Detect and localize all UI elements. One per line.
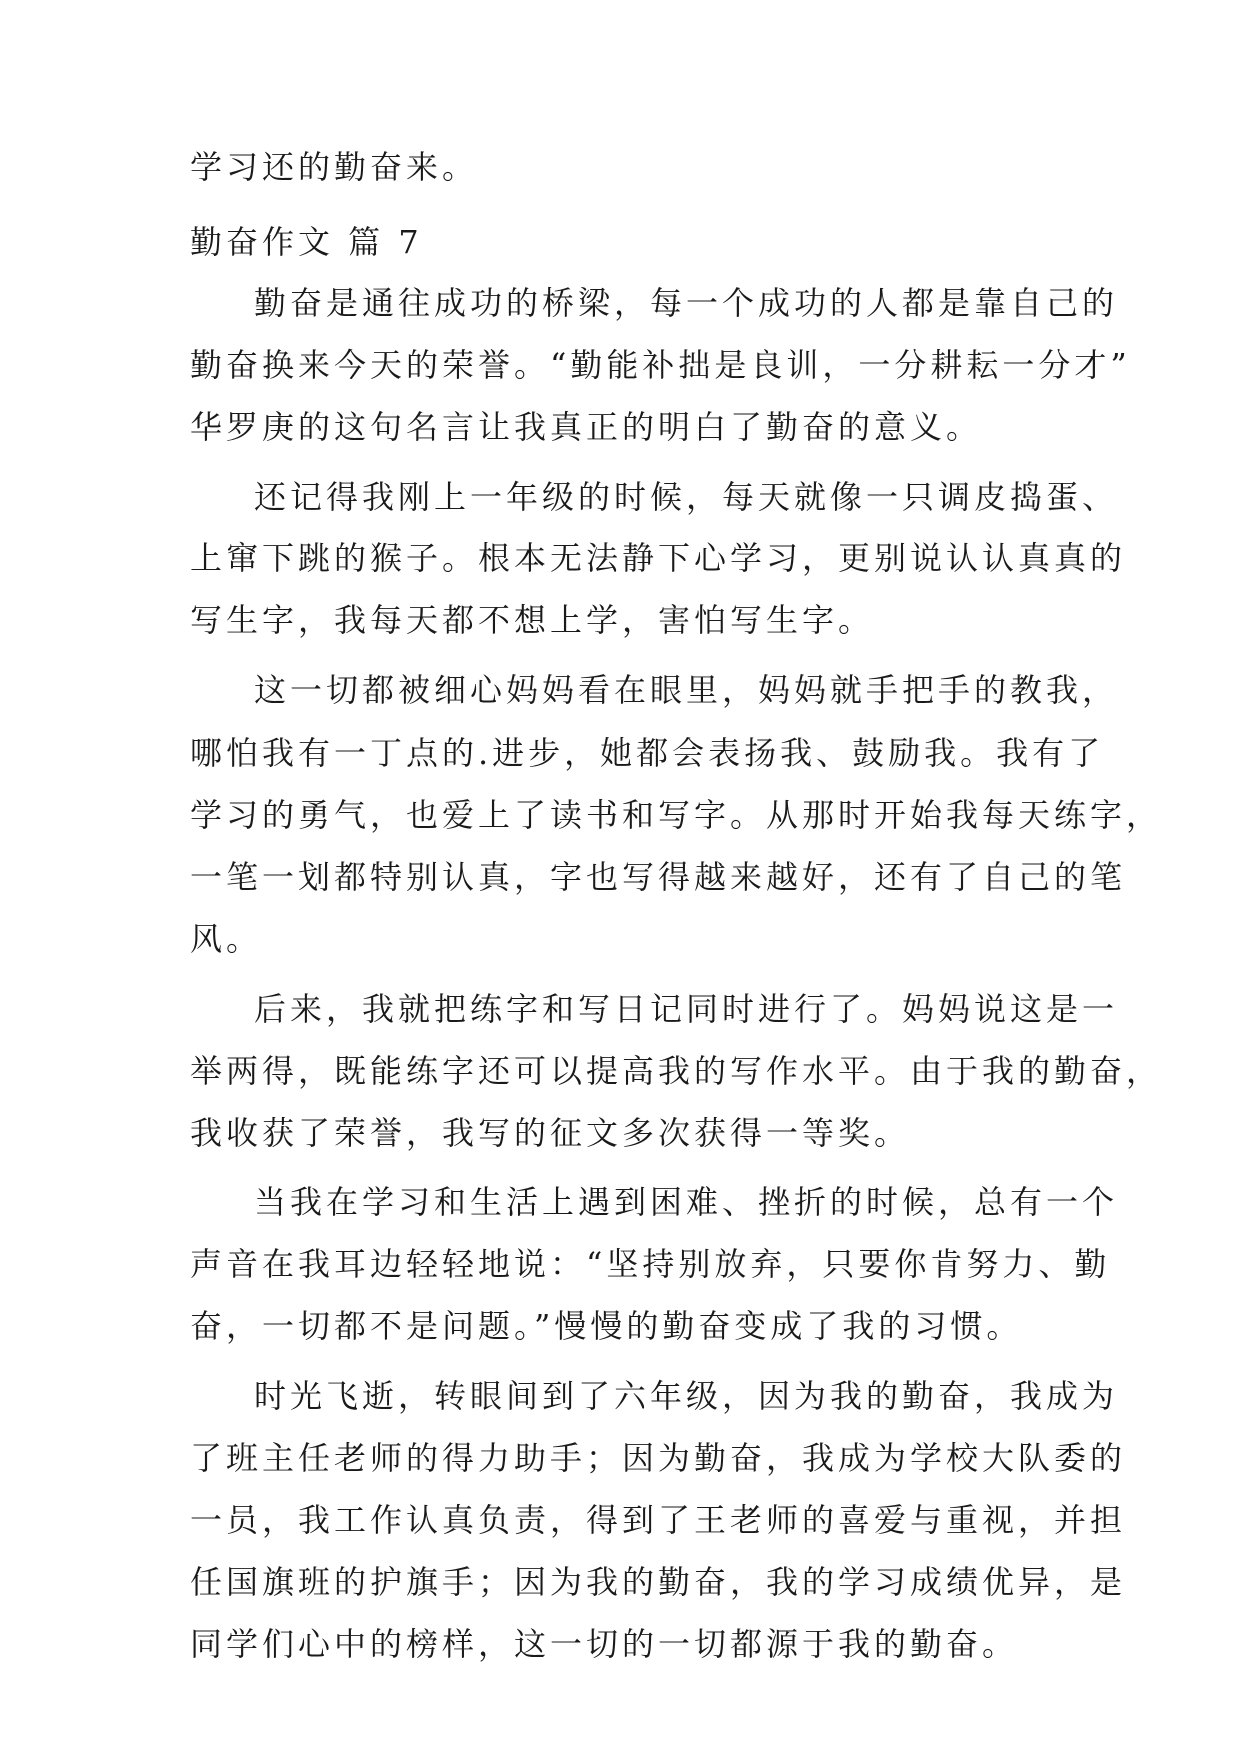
paragraph-6-line-2: 了班主任老师的得力助手；因为勤奋，我成为学校大队委的 [190,1439,1127,1477]
paragraph-4-line-1: 后来，我就把练字和写日记同时进行了。妈妈说这是一 [254,990,1119,1028]
opening-line: 学习还的勤奋来。 [190,148,479,186]
essay-heading: 勤奋作文 篇 7 [190,223,423,261]
paragraph-6-line-4: 任国旗班的护旗手；因为我的勤奋，我的学习成绩优异，是 [190,1563,1127,1601]
paragraph-1-line-2: 勤奋换来今天的荣誉。“勤能补拙是良训，一分耕耘一分才” [190,346,1131,384]
paragraph-6-line-3: 一员，我工作认真负责，得到了王老师的喜爱与重视，并担 [190,1501,1127,1539]
paragraph-6-line-1: 时光飞逝，转眼间到了六年级，因为我的勤奋，我成为 [254,1377,1119,1415]
paragraph-3-line-4: 一笔一划都特别认真，字也写得越来越好，还有了自己的笔 [190,858,1127,896]
paragraph-5-line-2: 声音在我耳边轻轻地说：“坚持别放弃，只要你肯努力、勤 [190,1245,1111,1283]
paragraph-2-line-2: 上窜下跳的猴子。根本无法静下心学习，更别说认认真真的 [190,539,1127,577]
paragraph-3-line-3: 学习的勇气，也爱上了读书和写字。从那时开始我每天练字， [190,796,1163,834]
paragraph-1-line-1: 勤奋是通往成功的桥梁，每一个成功的人都是靠自己的 [254,284,1119,322]
paragraph-5-line-1: 当我在学习和生活上遇到困难、挫折的时候，总有一个 [254,1183,1119,1221]
paragraph-3-line-5: 风。 [190,920,263,958]
paragraph-1-line-3: 华罗庚的这句名言让我真正的明白了勤奋的意义。 [190,408,983,446]
paragraph-4-line-2: 举两得，既能练字还可以提高我的写作水平。由于我的勤奋， [190,1052,1163,1090]
paragraph-5-line-3: 奋，一切都不是问题。”慢慢的勤奋变成了我的习惯。 [190,1307,1023,1345]
paragraph-4-line-3: 我收获了荣誉，我写的征文多次获得一等奖。 [190,1114,911,1152]
paragraph-3-line-1: 这一切都被细心妈妈看在眼里，妈妈就手把手的教我， [254,671,1119,709]
paragraph-2-line-1: 还记得我刚上一年级的时候，每天就像一只调皮捣蛋、 [254,478,1119,516]
paragraph-6-line-5: 同学们心中的榜样，这一切的一切都源于我的勤奋。 [190,1625,1019,1663]
paragraph-3-line-2: 哪怕我有一丁点的.进步，她都会表扬我、鼓励我。我有了 [190,734,1105,772]
paragraph-2-line-3: 写生字，我每天都不想上学，害怕写生字。 [190,601,875,639]
